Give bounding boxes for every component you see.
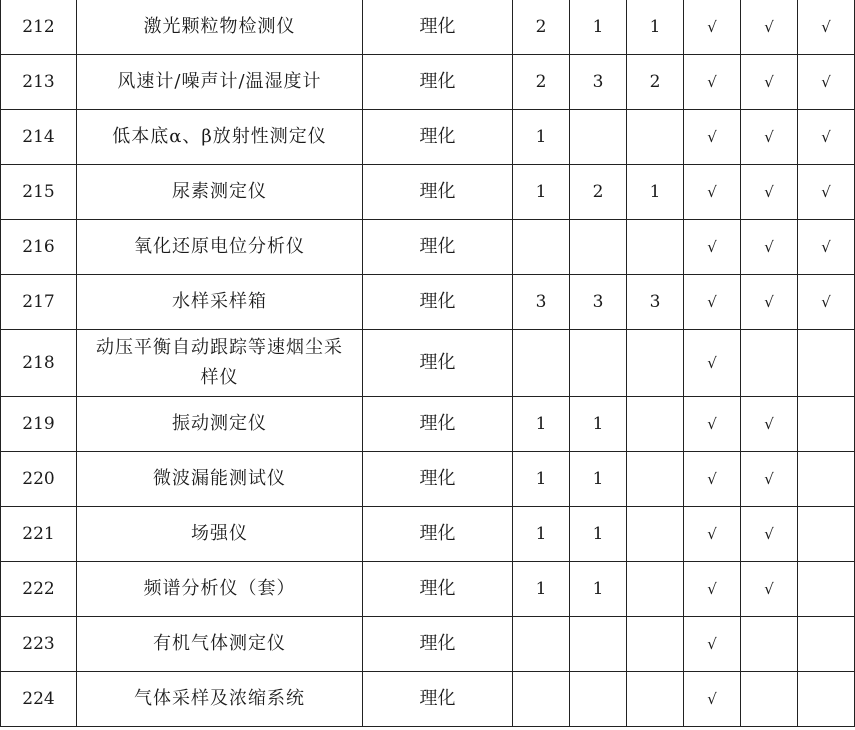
row-number: 212 <box>1 0 77 55</box>
equipment-category: 理化 <box>363 220 513 275</box>
check-mark: √ <box>684 55 741 110</box>
check-mark <box>798 330 855 397</box>
check-mark <box>798 452 855 507</box>
quantity-cell <box>570 330 627 397</box>
check-mark: √ <box>684 452 741 507</box>
table-row <box>1 330 855 397</box>
equipment-category: 理化 <box>363 672 513 727</box>
check-mark: √ <box>741 165 798 220</box>
check-mark <box>798 397 855 452</box>
equipment-category: 理化 <box>363 617 513 672</box>
check-mark <box>798 617 855 672</box>
table-row <box>1 220 855 275</box>
quantity-cell: 2 <box>627 55 684 110</box>
row-number: 220 <box>1 452 77 507</box>
row-number: 214 <box>1 110 77 165</box>
equipment-category: 理化 <box>363 507 513 562</box>
quantity-cell <box>513 617 570 672</box>
quantity-cell: 1 <box>627 165 684 220</box>
table-row <box>1 55 855 110</box>
check-mark: √ <box>684 617 741 672</box>
check-mark: √ <box>741 397 798 452</box>
check-mark: √ <box>684 507 741 562</box>
quantity-cell: 1 <box>513 562 570 617</box>
check-mark <box>741 617 798 672</box>
row-number: 223 <box>1 617 77 672</box>
equipment-name: 微波漏能测试仪 <box>77 452 363 507</box>
quantity-cell: 1 <box>513 452 570 507</box>
quantity-cell: 1 <box>513 165 570 220</box>
check-mark: √ <box>684 330 741 397</box>
check-mark <box>798 672 855 727</box>
quantity-cell <box>627 397 684 452</box>
quantity-cell: 1 <box>570 397 627 452</box>
equipment-name: 有机气体测定仪 <box>77 617 363 672</box>
quantity-cell <box>627 507 684 562</box>
table-row <box>1 397 855 452</box>
equipment-name: 气体采样及浓缩系统 <box>77 672 363 727</box>
equipment-name: 风速计/噪声计/温湿度计 <box>77 55 363 110</box>
check-mark <box>798 507 855 562</box>
equipment-name: 激光颗粒物检测仪 <box>77 0 363 55</box>
quantity-cell: 1 <box>513 397 570 452</box>
equipment-name: 频谱分析仪（套） <box>77 562 363 617</box>
table-row <box>1 507 855 562</box>
quantity-cell: 3 <box>513 275 570 330</box>
check-mark: √ <box>741 275 798 330</box>
quantity-cell: 2 <box>513 55 570 110</box>
check-mark: √ <box>684 562 741 617</box>
quantity-cell: 1 <box>513 110 570 165</box>
check-mark: √ <box>798 110 855 165</box>
quantity-cell <box>513 672 570 727</box>
check-mark: √ <box>684 275 741 330</box>
equipment-name: 低本底α、β放射性测定仪 <box>77 110 363 165</box>
table-row <box>1 617 855 672</box>
table-row <box>1 110 855 165</box>
check-mark: √ <box>741 110 798 165</box>
quantity-cell <box>513 330 570 397</box>
table-row <box>1 562 855 617</box>
quantity-cell: 3 <box>570 55 627 110</box>
check-mark: √ <box>741 55 798 110</box>
equipment-name: 氧化还原电位分析仪 <box>77 220 363 275</box>
equipment-category: 理化 <box>363 165 513 220</box>
table-row <box>1 275 855 330</box>
check-mark: √ <box>684 220 741 275</box>
table-row <box>1 165 855 220</box>
quantity-cell <box>627 330 684 397</box>
check-mark: √ <box>798 220 855 275</box>
check-mark <box>741 330 798 397</box>
quantity-cell <box>627 672 684 727</box>
check-mark: √ <box>741 220 798 275</box>
check-mark: √ <box>684 672 741 727</box>
row-number: 222 <box>1 562 77 617</box>
check-mark <box>798 562 855 617</box>
equipment-category: 理化 <box>363 110 513 165</box>
row-number: 217 <box>1 275 77 330</box>
check-mark: √ <box>798 55 855 110</box>
quantity-cell <box>627 110 684 165</box>
check-mark: √ <box>684 110 741 165</box>
quantity-cell <box>627 220 684 275</box>
equipment-name: 振动测定仪 <box>77 397 363 452</box>
check-mark: √ <box>798 275 855 330</box>
quantity-cell: 1 <box>570 507 627 562</box>
quantity-cell: 1 <box>570 0 627 55</box>
check-mark: √ <box>741 0 798 55</box>
equipment-category: 理化 <box>363 0 513 55</box>
equipment-category: 理化 <box>363 55 513 110</box>
quantity-cell <box>570 617 627 672</box>
quantity-cell <box>627 562 684 617</box>
quantity-cell: 3 <box>570 275 627 330</box>
row-number: 215 <box>1 165 77 220</box>
row-number: 224 <box>1 672 77 727</box>
quantity-cell: 1 <box>570 452 627 507</box>
quantity-cell: 1 <box>627 0 684 55</box>
equipment-name: 尿素测定仪 <box>77 165 363 220</box>
quantity-cell <box>570 110 627 165</box>
table-row <box>1 672 855 727</box>
check-mark: √ <box>684 0 741 55</box>
check-mark: √ <box>684 397 741 452</box>
check-mark: √ <box>684 165 741 220</box>
table-row <box>1 0 855 55</box>
row-number: 219 <box>1 397 77 452</box>
equipment-category: 理化 <box>363 275 513 330</box>
equipment-category: 理化 <box>363 452 513 507</box>
quantity-cell <box>570 672 627 727</box>
check-mark: √ <box>741 507 798 562</box>
quantity-cell <box>627 617 684 672</box>
quantity-cell <box>513 220 570 275</box>
equipment-name: 场强仪 <box>77 507 363 562</box>
quantity-cell: 1 <box>570 562 627 617</box>
quantity-cell <box>627 452 684 507</box>
row-number: 221 <box>1 507 77 562</box>
row-number: 213 <box>1 55 77 110</box>
quantity-cell <box>570 220 627 275</box>
quantity-cell: 1 <box>513 507 570 562</box>
row-number: 218 <box>1 330 77 397</box>
equipment-name: 动压平衡自动跟踪等速烟尘采样仪 <box>77 330 363 397</box>
quantity-cell: 3 <box>627 275 684 330</box>
quantity-cell: 2 <box>513 0 570 55</box>
check-mark: √ <box>798 165 855 220</box>
equipment-category: 理化 <box>363 330 513 397</box>
row-number: 216 <box>1 220 77 275</box>
table-row <box>1 452 855 507</box>
equipment-name: 水样采样箱 <box>77 275 363 330</box>
table-body <box>1 0 855 727</box>
check-mark: √ <box>741 452 798 507</box>
equipment-category: 理化 <box>363 397 513 452</box>
check-mark: √ <box>798 0 855 55</box>
quantity-cell: 2 <box>570 165 627 220</box>
check-mark: √ <box>741 562 798 617</box>
equipment-category: 理化 <box>363 562 513 617</box>
check-mark <box>741 672 798 727</box>
